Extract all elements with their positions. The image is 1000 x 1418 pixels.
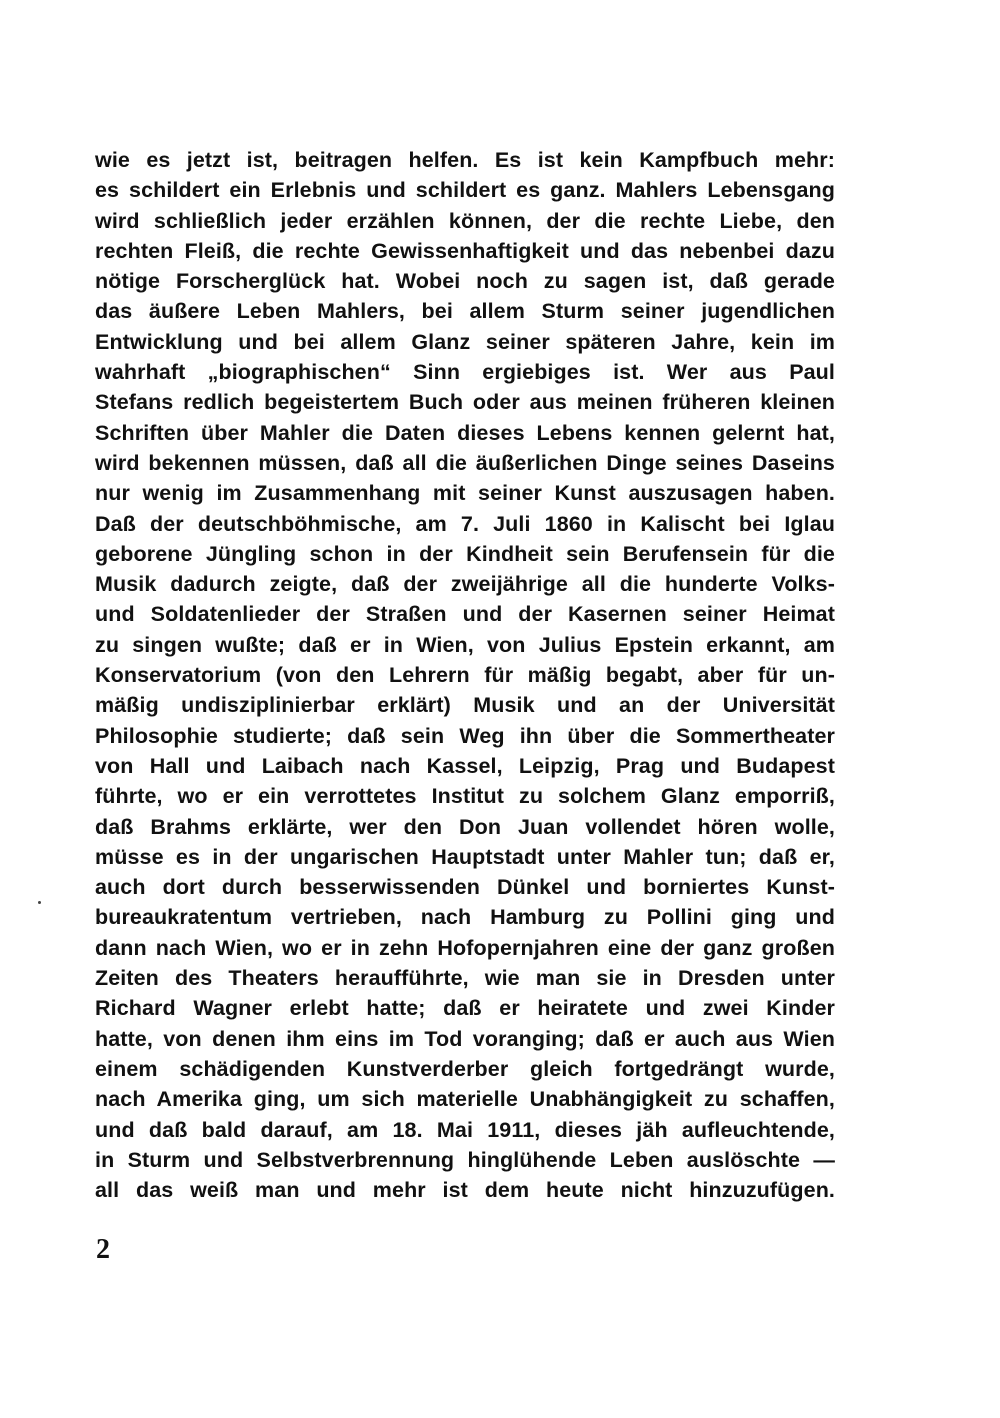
text-line: mäßig undisziplinierbar erklärt) Musik und an der Universität xyxy=(95,693,835,718)
text-line: daß Brahms erklärte, wer den Don Juan vollendet hören wolle, xyxy=(95,814,835,839)
text-line: von Hall und Laibach nach Kassel, Leipzig, Prag und Budapest xyxy=(95,753,835,778)
body-text xyxy=(95,145,835,1205)
text-line: Musik dadurch zeigte, daß der zweijährige all die hunderte Volks- xyxy=(95,572,835,597)
text-line: Philosophie studierte; daß sein Weg ihn über die Sommertheater xyxy=(95,723,835,748)
text-line: müsse es in der ungarischen Hauptstadt unter Mahler tun; daß er, xyxy=(95,844,835,869)
text-line: wird schließlich jeder erzählen können, der die rechte Liebe, den xyxy=(95,208,835,233)
text-line: bureaukratentum vertrieben, nach Hamburg zu Pollini ging und xyxy=(95,905,835,930)
text-line: geborene Jüngling schon in der Kindheit sein Berufensein für die xyxy=(95,541,835,566)
text-line: wie es jetzt ist, beitragen helfen. Es ist kein Kampfbuch mehr: xyxy=(95,148,835,172)
text-line: zu singen wußte; daß er in Wien, von Julius Epstein erkannt, am xyxy=(95,632,835,657)
text-line: auch dort durch besserwissenden Dünkel und borniertes Kunst- xyxy=(95,875,835,900)
text-line: all das weiß man und mehr ist dem heute nicht hinzuzufügen. xyxy=(95,1178,835,1203)
text-line: Stefans redlich begeistertem Buch oder aus meinen früheren kleinen xyxy=(95,390,835,415)
text-line: führte, wo er ein verrottetes Institut zu solchem Glanz emporriß, xyxy=(95,784,835,809)
print-speck xyxy=(38,901,41,904)
text-line: Richard Wagner erlebt hatte; daß er heiratete und zwei Kinder xyxy=(95,996,835,1021)
text-line: Konservatorium (von den Lehrern für mäßig begabt, aber für un- xyxy=(95,663,835,688)
text-line: und Soldatenlieder der Straßen und der Kasernen seiner Heimat xyxy=(95,602,835,627)
text-line: nötige Forscherglück hat. Wobei noch zu sagen ist, daß gerade xyxy=(95,269,835,294)
text-line: Entwicklung und bei allem Glanz seiner späteren Jahre, kein im xyxy=(95,329,835,354)
text-line: nach Amerika ging, um sich materielle Unabhängigkeit zu schaffen, xyxy=(95,1087,835,1112)
text-line: es schildert ein Erlebnis und schildert es ganz. Mahlers Lebensgang xyxy=(95,178,835,203)
page-number: 2 xyxy=(96,1234,110,1265)
text-line: dann nach Wien, wo er in zehn Hofopernjahren eine der ganz großen xyxy=(95,935,835,960)
text-line: nur wenig im Zusammenhang mit seiner Kunst auszusagen haben. xyxy=(95,481,835,506)
text-line: wahrhaft „biographischen“ Sinn ergiebiges ist. Wer aus Paul xyxy=(95,360,835,385)
text-line: rechten Fleiß, die rechte Gewissenhaftigkeit und das nebenbei dazu xyxy=(95,238,835,263)
text-line: Daß der deutschböhmische, am 7. Juli 1860 in Kalischt bei Iglau xyxy=(95,511,835,536)
text-line: Schriften über Mahler die Daten dieses Lebens kennen gelernt hat, xyxy=(95,420,835,445)
text-line: wird bekennen müssen, daß all die äußerlichen Dinge seines Daseins xyxy=(95,450,835,475)
text-line: Zeiten des Theaters heraufführte, wie man sie in Dresden unter xyxy=(95,966,835,991)
text-line: in Sturm und Selbstverbrennung hinglühende Leben auslöschte — xyxy=(95,1147,835,1172)
text-line: hatte, von denen ihm eins im Tod voranging; daß er auch aus Wien xyxy=(95,1026,835,1051)
text-line: und daß bald darauf, am 18. Mai 1911, dieses jäh aufleuchtende, xyxy=(95,1117,835,1142)
text-line: das äußere Leben Mahlers, bei allem Sturm seiner jugendlichen xyxy=(95,299,835,324)
text-line: einem schädigenden Kunstverderber gleich fortgedrängt wurde, xyxy=(95,1056,835,1081)
